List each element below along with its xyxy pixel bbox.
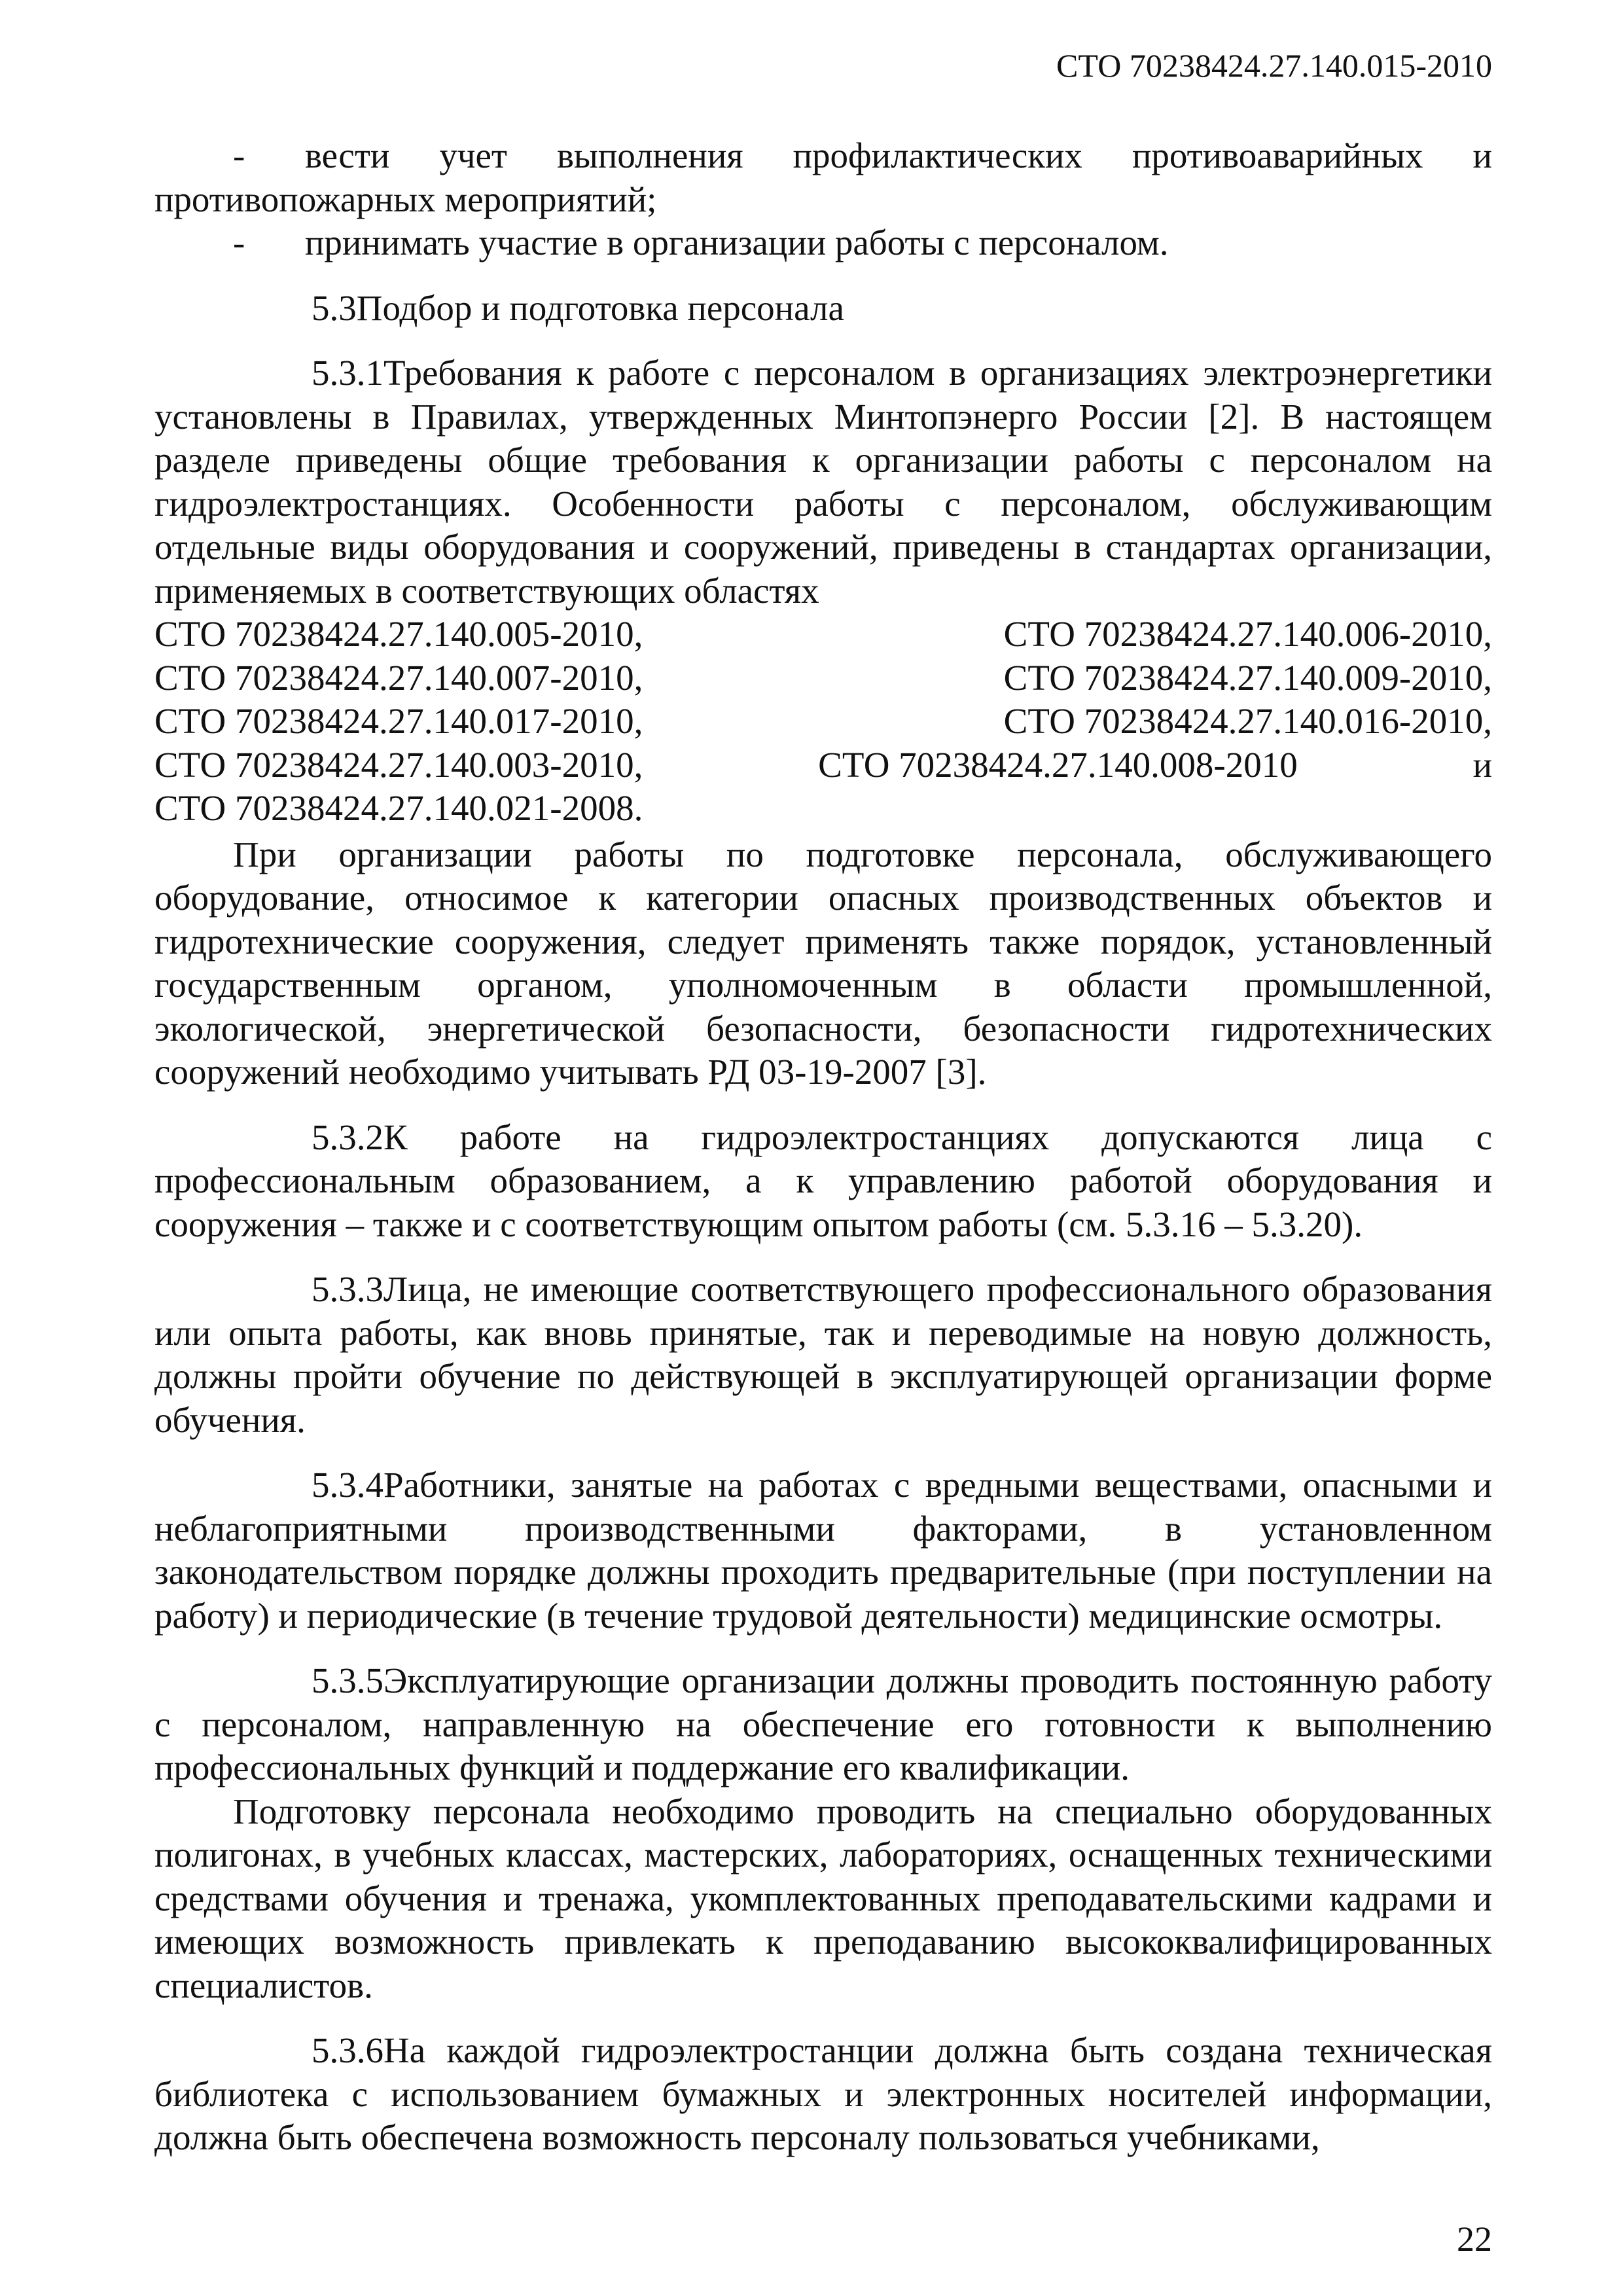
paragraph-text: Подготовку персонала необходимо проводить на специально оборудованных полигонах, в учебных классах, мастерских, лабораториях, оснащенных техническими средствами обучения и тренажа, укомплектованных преподавательскими кадрами и имеющих возможность привлекать к преподаванию высококвалифицированных специалистов. — [154, 1791, 1492, 2005]
standard-ref: СТО 70238424.27.140.005-2010, — [154, 614, 643, 654]
document-body — [154, 134, 1492, 2181]
standard-ref: СТО 70238424.27.140.009-2010, — [1003, 657, 1492, 698]
section-heading-5-3 — [154, 287, 1492, 331]
standard-ref: СТО 70238424.27.140.007-2010, — [154, 657, 643, 698]
paragraph-hazardous-objects — [154, 833, 1492, 1094]
clause-text: На каждой гидроэлектростанции должна быть создана техническая библиотека с использованием бумажных и электронных носителей информации, должна быть обеспечена возможность персоналу пользоваться учебниками, — [154, 2030, 1492, 2157]
conjunction: и — [1472, 744, 1492, 785]
paragraph-5-3-6 — [154, 2029, 1492, 2160]
clause-number: 5.3.2 — [312, 1117, 383, 1157]
standards-row — [154, 613, 1492, 656]
bullet-item — [154, 134, 1492, 221]
standard-ref: СТО 70238424.27.140.016-2010, — [1003, 701, 1492, 741]
clause-number: 5.3.5 — [312, 1660, 383, 1700]
clause-number: 5.3.6 — [312, 2030, 383, 2070]
bullet-text: вести учет выполнения профилактических противоаварийных и противопожарных мероприятий; — [154, 135, 1492, 219]
clause-text: Работники, занятые на работах с вредными веществами, опасными и неблагоприятными производственными факторами, в установленном законодательством порядке должны проходить предварительные (при поступлении на работу) и периодические (в течение трудовой деятельности) медицинские осмотры. — [154, 1465, 1492, 1636]
bullet-item — [154, 221, 1492, 265]
bullet-dash: - — [233, 223, 245, 262]
clause-number: 5.3.3 — [312, 1269, 383, 1309]
section-title: Подбор и подготовка персонала — [356, 287, 844, 328]
clause-number: 5.3.1 — [312, 353, 383, 393]
standard-ref: СТО 70238424.27.140.017-2010, — [154, 701, 643, 741]
section-number: 5.3 — [312, 287, 357, 328]
paragraph-text: При организации работы по подготовке персонала, обслуживающего оборудование, относимое к категории опасных производственных объектов и гидротехнические сооружения, следует применять также порядок, установленный государственным органом, уполномоченным в области промышленной, экологической, энергетической безопасности, безопасности гидротехнических сооружений необходимо учитывать РД 03-19-2007 [3]. — [154, 834, 1492, 1092]
clause-text: Эксплуатирующие организации должны проводить постоянную работу с персоналом, направленную на обеспечение его готовности к выполнению профессиональных функций и поддержание его квалификации. — [154, 1660, 1492, 1787]
bullet-text: принимать участие в организации работы с персоналом. — [305, 223, 1169, 262]
clause-text: К работе на гидроэлектростанциях допускаются лица с профессиональным образованием, а к управлению работой оборудования и сооружения – также и с соответствующим опытом работы (см. 5.3.16 – 5.3.20). — [154, 1117, 1492, 1244]
standard-ref: СТО 70238424.27.140.008-2010 — [818, 744, 1298, 785]
paragraph-5-3-2 — [154, 1116, 1492, 1247]
clause-number: 5.3.4 — [312, 1465, 383, 1505]
page-number: 22 — [1457, 2219, 1492, 2259]
paragraph-5-3-3 — [154, 1268, 1492, 1442]
standards-row — [154, 744, 1492, 787]
paragraph-5-3-5 — [154, 1659, 1492, 1790]
clause-text: Требования к работе с персоналом в организациях электроэнергетики установлены в Правилах, утвержденных Минтопэнерго России [2]. В настоящем разделе приведены общие требования к организации работы с персоналом на гидроэлектростанциях. Особенности работы с персоналом, обслуживающим отдельные виды оборудования и сооружений, приведены в стандартах организации, применяемых в соответствующих областях — [154, 353, 1492, 611]
standard-ref: СТО 70238424.27.140.006-2010, — [1003, 614, 1492, 654]
standards-row — [154, 787, 1492, 831]
document-code-header: СТО 70238424.27.140.015-2010 — [1056, 47, 1492, 84]
standards-row — [154, 700, 1492, 744]
paragraph-5-3-1 — [154, 351, 1492, 613]
paragraph-5-3-4 — [154, 1463, 1492, 1638]
paragraph-training-facilities — [154, 1790, 1492, 2008]
standards-row — [154, 656, 1492, 700]
bullet-dash: - — [233, 135, 245, 175]
clause-text: Лица, не имеющие соответствующего профессионального образования или опыта работы, как вновь принятые, так и переводимые на новую должность, должны пройти обучение по действующей в эксплуатирующей организации форме обучения. — [154, 1269, 1492, 1440]
standard-ref: СТО 70238424.27.140.003-2010, — [154, 744, 643, 785]
standard-ref: СТО 70238424.27.140.021-2008. — [154, 788, 643, 828]
